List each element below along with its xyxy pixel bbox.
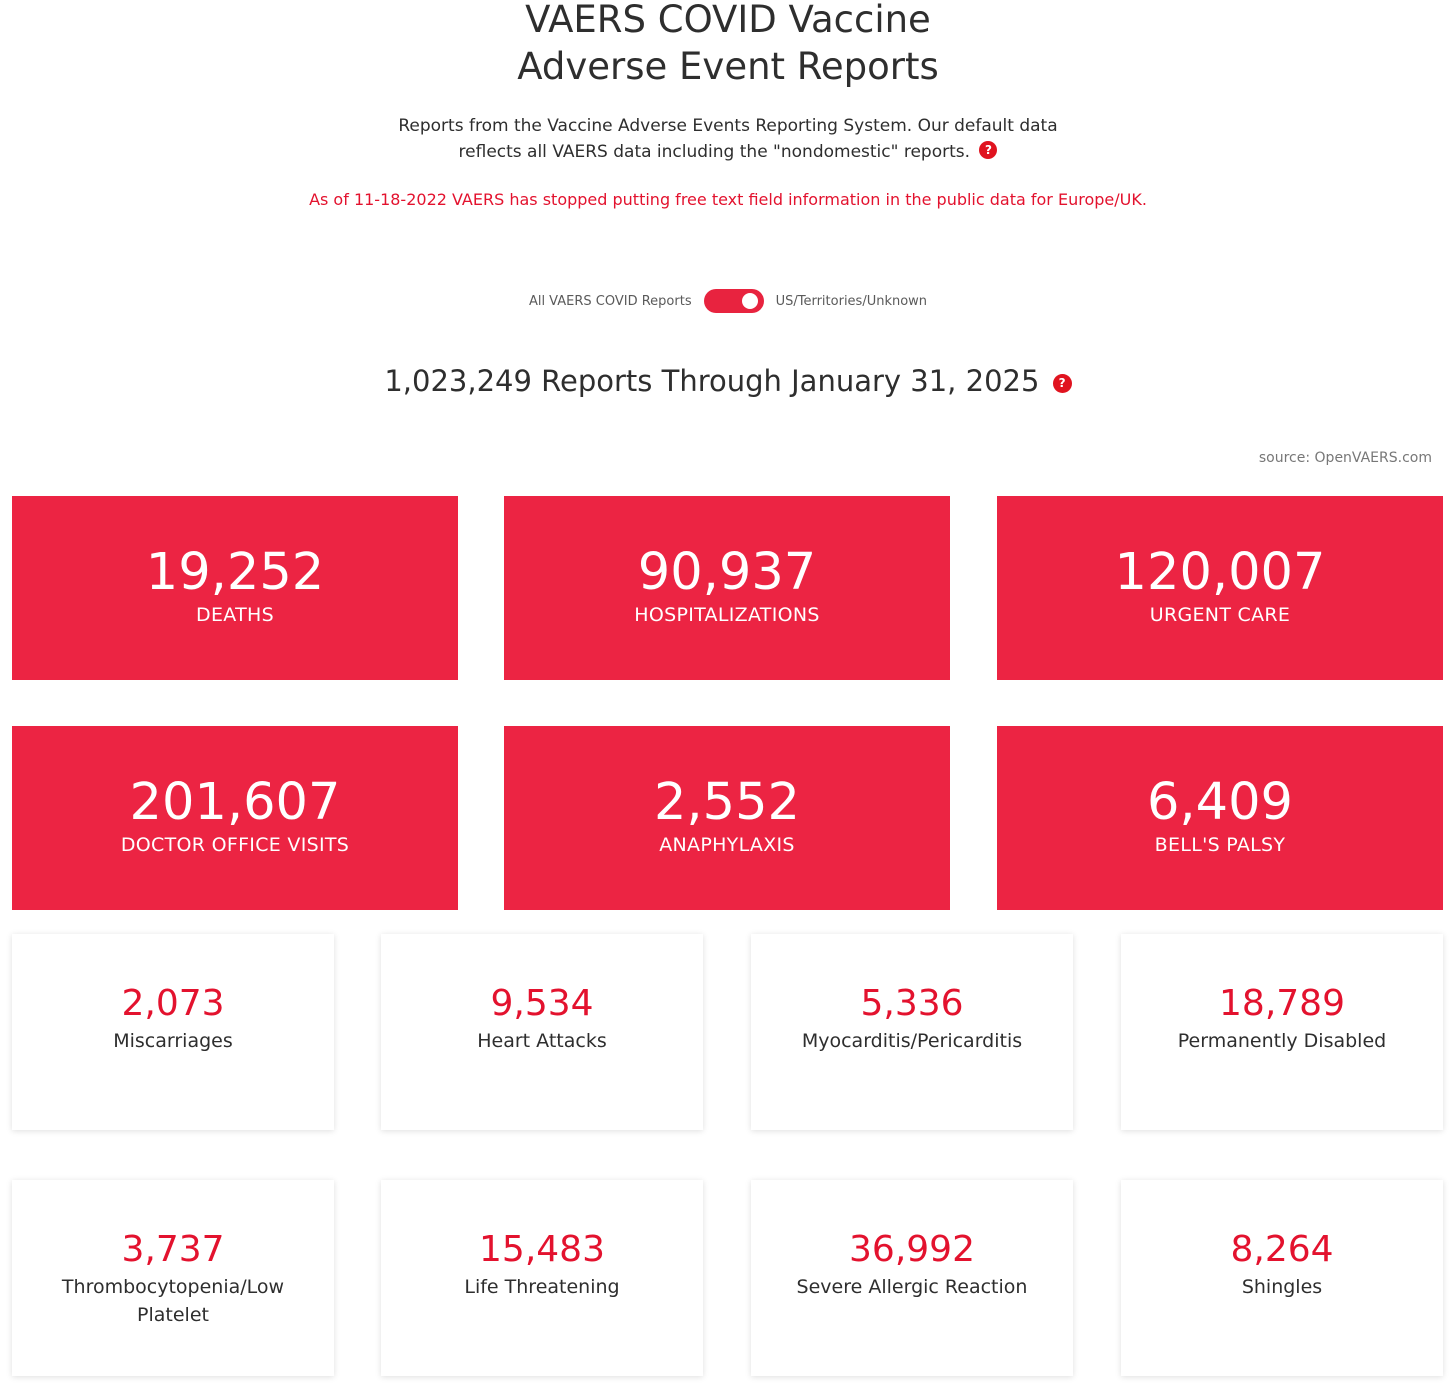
stat-card-life-threatening	[381, 1180, 703, 1376]
page-title	[0, 0, 1456, 90]
stat-label: Shingles	[1241, 1276, 1323, 1298]
stat-label: Miscarriages	[113, 1030, 233, 1052]
stat-label: Heart Attacks	[477, 1030, 607, 1052]
reports-help-icon[interactable]: ?	[1053, 374, 1072, 393]
stat-label: Life Threatening	[464, 1276, 620, 1298]
stat-value: 2,552	[653, 773, 800, 832]
stat-label: URGENT CARE	[1149, 604, 1291, 626]
stat-card-permanently-disabled	[1121, 934, 1443, 1130]
intro-text	[0, 113, 1456, 165]
stat-value: 3,737	[121, 1229, 225, 1270]
stat-card-thrombocytopenia	[12, 1180, 334, 1376]
intro-line-2: reflects all VAERS data including the "nondomestic" reports.	[458, 142, 971, 162]
stat-card-hospitalizations	[504, 496, 950, 680]
stat-label: Permanently Disabled	[1177, 1030, 1387, 1052]
page-title-line-1: VAERS COVID Vaccine	[525, 0, 931, 41]
source-credit: source: OpenVAERS.com	[1258, 450, 1432, 466]
page-title-line-2: Adverse Event Reports	[517, 45, 939, 88]
stat-value: 5,336	[860, 983, 964, 1024]
stat-card-severe-allergic-reaction	[751, 1180, 1073, 1376]
stat-card-doctor-office-visits	[12, 726, 458, 910]
stat-card-anaphylaxis	[504, 726, 950, 910]
stat-card-shingles	[1121, 1180, 1443, 1376]
intro-line-1: Reports from the Vaccine Adverse Events Reporting System. Our default data	[398, 116, 1058, 136]
stat-card-deaths	[12, 496, 458, 680]
stat-label: HOSPITALIZATIONS	[634, 604, 820, 626]
stat-value: 2,073	[121, 983, 225, 1024]
stat-card-urgent-care	[997, 496, 1443, 680]
help-icon[interactable]: ?	[979, 141, 997, 159]
stat-label: Thrombocytopenia/Low Platelet	[61, 1276, 285, 1326]
stat-value: 9,534	[490, 983, 594, 1024]
stat-card-miscarriages	[12, 934, 334, 1130]
reports-count-text: 1,023,249 Reports Through January 31, 2025	[384, 364, 1040, 398]
reports-summary	[0, 362, 1456, 400]
stat-value: 36,992	[849, 1229, 975, 1270]
stat-label: BELL'S PALSY	[1154, 834, 1286, 856]
stat-card-bells-palsy	[997, 726, 1443, 910]
stat-label: ANAPHYLAXIS	[659, 834, 795, 856]
stat-value: 18,789	[1219, 983, 1345, 1024]
scope-toggle-switch[interactable]	[704, 289, 764, 313]
stat-label: DEATHS	[196, 604, 274, 626]
stat-value: 8,264	[1230, 1229, 1334, 1270]
stat-value: 6,409	[1146, 773, 1293, 832]
stat-card-heart-attacks	[381, 934, 703, 1130]
toggle-right-label: US/Territories/Unknown	[775, 293, 928, 309]
notice-text: As of 11-18-2022 VAERS has stopped putting free text field information in the public data for Europe/UK.	[309, 190, 1147, 209]
stat-value: 90,937	[637, 543, 817, 602]
stat-value: 15,483	[479, 1229, 605, 1270]
stat-value: 201,607	[129, 773, 341, 832]
stat-label: Severe Allergic Reaction	[796, 1276, 1028, 1298]
stat-label: DOCTOR OFFICE VISITS	[120, 834, 350, 856]
stat-value: 120,007	[1114, 543, 1326, 602]
stat-label: Myocarditis/Pericarditis	[801, 1030, 1023, 1052]
stat-value: 19,252	[145, 543, 325, 602]
toggle-knob	[742, 293, 758, 309]
data-scope-toggle	[0, 289, 1456, 313]
toggle-left-label: All VAERS COVID Reports	[528, 293, 692, 309]
stat-card-myocarditis	[751, 934, 1073, 1130]
